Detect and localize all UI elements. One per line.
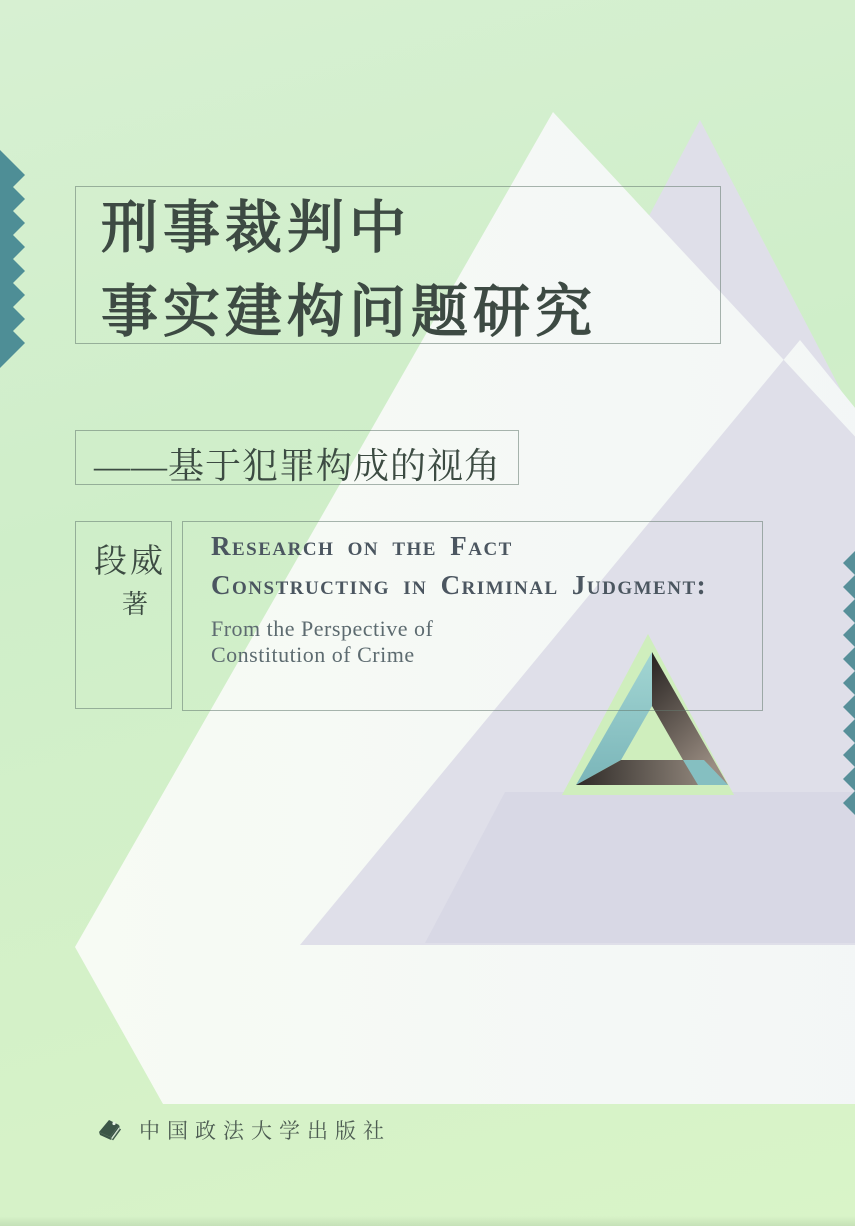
english-title-frame <box>182 521 763 711</box>
english-subtitle-line2: Constitution of Crime <box>211 642 415 667</box>
author-frame <box>75 521 172 709</box>
publisher-imprint <box>95 1114 391 1146</box>
author-role: 著 <box>122 590 149 619</box>
book-icon <box>95 1116 123 1144</box>
title-line2: 事实建构问题研究 <box>101 280 597 344</box>
publisher-name: 中国政法大学出版社 <box>139 1119 391 1143</box>
english-title-line2: Constructing in Criminal Judgment: <box>211 570 708 600</box>
title-line1: 刑事裁判中 <box>101 196 411 260</box>
english-title-line1: Research on the Fact <box>211 531 513 561</box>
left-zigzag-ribbon-icon <box>0 150 25 368</box>
subtitle: ——基于犯罪构成的视角 <box>94 446 502 486</box>
title-frame <box>75 186 721 344</box>
english-subtitle-line1: From the Perspective of <box>211 616 434 641</box>
page-edge-shadow <box>0 1216 855 1226</box>
subtitle-frame <box>75 430 519 485</box>
author-name: 段威 <box>94 544 166 580</box>
